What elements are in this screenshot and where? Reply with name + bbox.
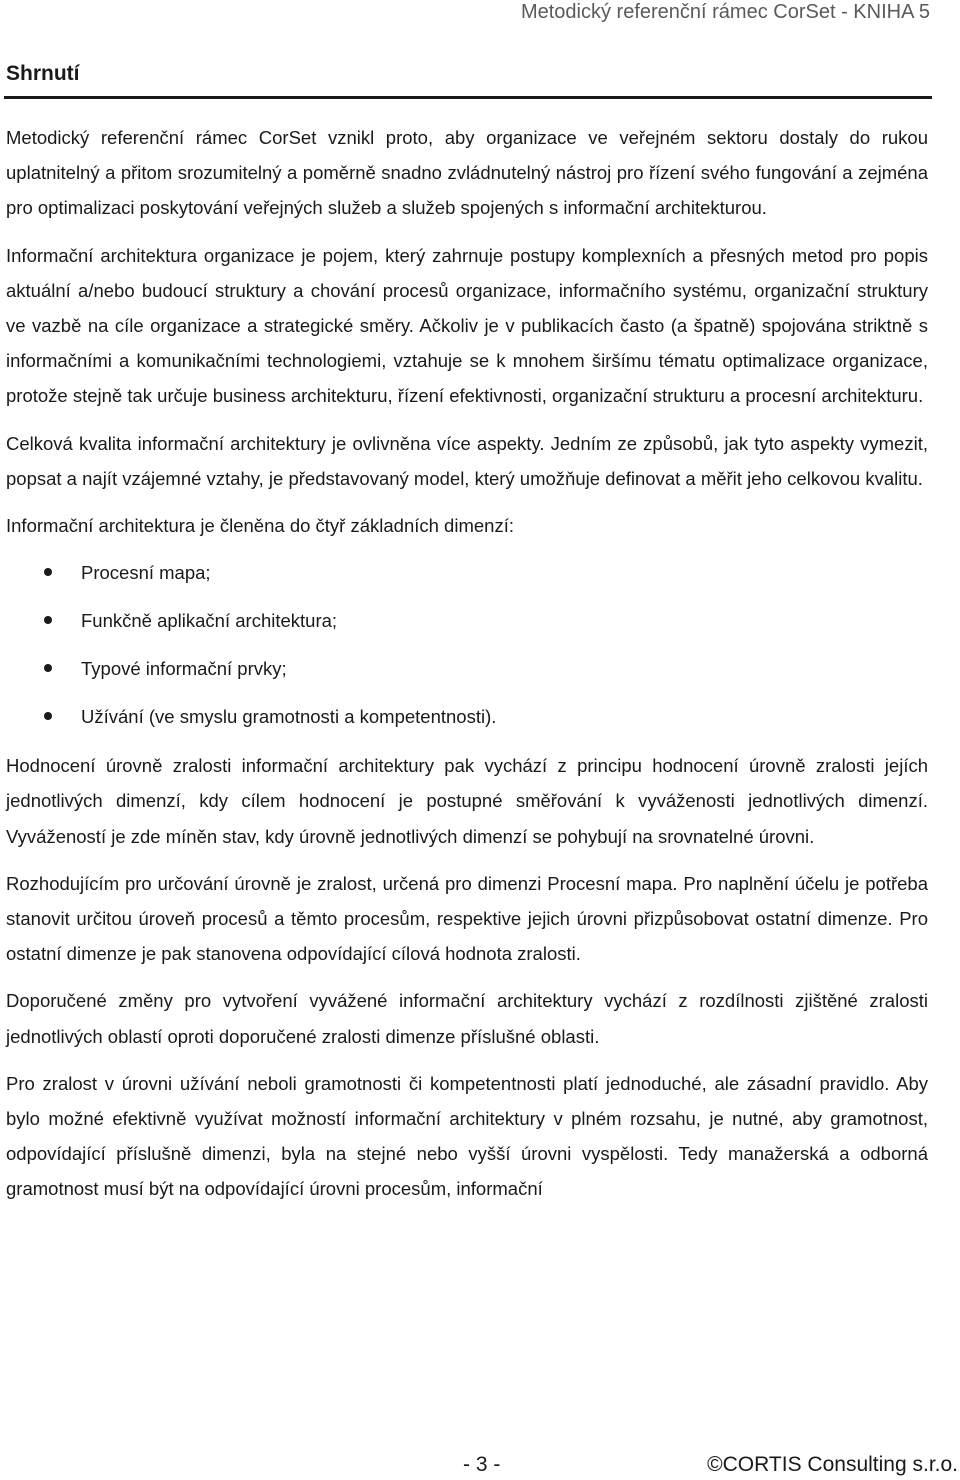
copyright-notice: ©CORTIS Consulting s.r.o.	[707, 1453, 958, 1476]
heading-rule	[4, 96, 932, 99]
bullet-icon	[44, 616, 52, 624]
paragraph-quality: Celková kvalita informační architektury je ovlivněna více aspekty. Jedním ze způsobů, jak tyto aspekty vymezit, popsat a najít vzájemné vztahy, je představovaný model, který umožňuje definovat a měřit jeho celkovou kvalitu.	[6, 432, 928, 489]
list-item	[6, 603, 928, 638]
section-heading: Shrnutí	[6, 62, 80, 85]
running-header: Metodický referenční rámec CorSet - KNIHA 5	[520, 1, 930, 23]
list-item-text: Užívání (ve smyslu gramotnosti a kompetentnosti).	[81, 706, 497, 728]
list-item-text: Procesní mapa;	[81, 562, 211, 584]
list-item	[6, 555, 928, 590]
list-item	[6, 699, 928, 734]
paragraph-recommended-changes: Doporučené změny pro vytvoření vyvážené informační architektury vychází z rozdílnosti zjištěné zralosti jednotlivých oblastí oproti doporučené zralosti dimenze příslušné oblasti.	[6, 990, 928, 1047]
document-body	[6, 120, 928, 1219]
list-item	[6, 651, 928, 686]
list-item-text: Funkčně aplikační architektura;	[81, 610, 338, 632]
paragraph-dimensions-intro: Informační architektura je členěna do čtyř základních dimenzí:	[6, 515, 514, 537]
list-item-text: Typové informační prvky;	[81, 658, 287, 680]
page-number: - 3 -	[463, 1453, 501, 1476]
paragraph-evaluation: Hodnocení úrovně zralosti informační architektury pak vychází z principu hodnocení úrovně zralosti jejích jednotlivých dimenzí, kdy cílem hodnocení je postupné směřování k vyváženosti jednotlivých dimenzí. Vyvážeností je zde míněn stav, kdy úrovně jednotlivých dimenzí se pohybují na srovnatelné úrovni.	[6, 755, 928, 847]
dimensions-list	[6, 555, 928, 734]
paragraph-process-map: Rozhodujícím pro určování úrovně je zralost, určená pro dimenzi Procesní mapa. Pro naplnění účelu je potřeba stanovit určitou úroveň procesů a těmto procesům, respektive jejich úrovni přizpůsobovat ostatní dimenze. Pro ostatní dimenze je pak stanovena odpovídající cílová hodnota zralosti.	[6, 872, 928, 965]
paragraph-literacy-rule: Pro zralost v úrovni užívání neboli gramotnosti či kompetentnosti platí jednoduché, ale zásadní pravidlo. Aby bylo možné efektivně využívat možností informační architektury v plném rozsahu, je nutné, aby gramotnost, odpovídající příslušně dimenzi, byla na stejné nebo vyšší úrovni vyspělosti. Tedy manažerská a odborná gramotnost musí být na odpovídající úrovni procesům, informační	[6, 1072, 928, 1200]
paragraph-definition: Informační architektura organizace je pojem, který zahrnuje postupy komplexních a přesných metod pro popis aktuální a/nebo budoucí struktury a chování procesů organizace, informačního systému, organizační struktury ve vazbě na cíle organizace a strategické směry. Ačkoliv je v publikacích často (a špatně) spojována striktně s informačními a komunikačními technologiemi, vztahuje se k mnohem širšímu tématu optimalizace organizace, protože stejně tak určuje business architekturu, řízení efektivnosti, organizační strukturu a procesní architekturu.	[6, 244, 928, 407]
bullet-icon	[44, 568, 52, 576]
paragraph-intro: Metodický referenční rámec CorSet vznikl proto, aby organizace ve veřejném sektoru dostaly do rukou uplatnitelný a přitom srozumitelný a poměrně snadno zvládnutelný nástroj pro řízení svého fungování a zejména pro optimalizaci poskytování veřejných služeb a služeb spojených s informační architekturou.	[6, 127, 928, 219]
bullet-icon	[44, 712, 52, 720]
bullet-icon	[44, 664, 52, 672]
